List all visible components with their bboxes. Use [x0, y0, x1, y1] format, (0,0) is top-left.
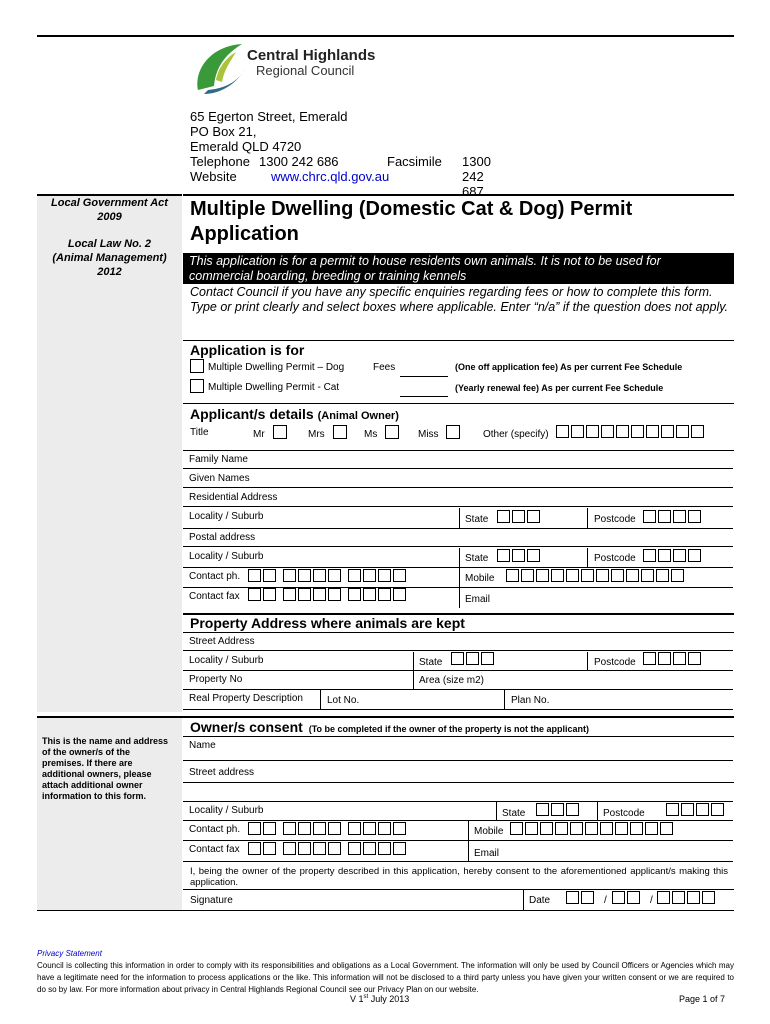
consent-text: I, being the owner of the property described in this application, hereby consent to the aforementioned applicant/s making this application. — [190, 866, 728, 888]
top-rule — [37, 35, 734, 37]
application-heading: Application is for — [190, 342, 305, 358]
law-act: Local Government Act 2009 — [51, 197, 168, 223]
family-name-row[interactable] — [183, 451, 733, 469]
property-heading: Property Address where animals are kept — [190, 615, 465, 631]
contact-ph-label: Contact ph. — [189, 571, 241, 582]
date-month-boxes[interactable] — [612, 891, 642, 904]
owner-contact-ph-label: Contact ph. — [189, 824, 241, 835]
owner-postcode-divider — [597, 802, 598, 821]
residential-label: Residential Address — [189, 492, 278, 503]
address-line-3: Emerald QLD 4720 — [190, 139, 302, 154]
postcode2-divider — [587, 548, 588, 568]
facsimile-label: Facsimile — [387, 154, 442, 169]
page-number: Page 1 of 7 — [679, 994, 726, 1004]
property-locality-label: Locality / Suburb — [189, 655, 264, 666]
owner-contact-fax-boxes[interactable] — [248, 842, 408, 855]
dog-permit-label: Multiple Dwelling Permit – Dog — [208, 362, 345, 373]
mobile-label: Mobile — [465, 573, 495, 584]
org-name-1: Central Highlands — [247, 47, 376, 64]
title-mr-checkbox[interactable] — [273, 425, 287, 439]
side-rule — [37, 194, 182, 196]
rpd-label: Real Property Description — [189, 693, 303, 704]
sidebar-law — [37, 194, 182, 712]
email-label: Email — [465, 594, 491, 605]
postcode2-label: Postcode — [594, 553, 636, 564]
owner-locality-label: Locality / Suburb — [189, 805, 264, 816]
website-link[interactable]: www.chrc.qld.gov.au — [271, 169, 390, 184]
website-label: Website — [190, 169, 237, 184]
law-local: Local Law No. 2 (Animal Management) 2012 — [52, 238, 167, 278]
postcode-divider — [587, 508, 588, 529]
owner-email-label: Email — [474, 848, 500, 859]
fees-label: Fees — [373, 362, 396, 373]
version-label — [350, 994, 409, 1004]
applicant-rule — [183, 403, 734, 404]
title-miss-checkbox[interactable] — [446, 425, 460, 439]
postcode-boxes[interactable] — [643, 510, 703, 523]
title-ms-checkbox[interactable] — [385, 425, 399, 439]
state2-boxes[interactable] — [497, 549, 542, 562]
owner-heading — [190, 719, 589, 735]
locality2-label: Locality / Suburb — [189, 551, 264, 562]
owner-mobile-label: Mobile — [474, 826, 504, 837]
area-label: Area (size m2) — [419, 675, 485, 686]
telephone-value: 1300 242 686 — [259, 154, 339, 169]
sidebar-owner — [37, 717, 182, 910]
owner-contact-fax-label: Contact fax — [189, 844, 240, 855]
lot-divider — [320, 690, 321, 710]
given-names-label: Given Names — [189, 473, 250, 484]
owner-note: This is the name and address of the owner/s of the premises. If there are additional owners, please attach additional owner information to this form. — [42, 736, 169, 801]
mobile-boxes[interactable] — [506, 569, 686, 582]
address-block — [190, 109, 491, 199]
cat-permit-checkbox[interactable] — [190, 379, 204, 393]
property-street-row[interactable] — [183, 633, 733, 651]
cat-permit-label: Multiple Dwelling Permit - Cat — [208, 382, 340, 393]
address-line-2: PO Box 21, — [190, 124, 257, 139]
contact-ph-boxes[interactable] — [248, 569, 408, 582]
title-other-boxes[interactable] — [556, 425, 706, 438]
date-slash-2: / — [650, 895, 653, 906]
title-mr-label: Mr — [253, 429, 265, 440]
owner-contact-ph-boxes[interactable] — [248, 822, 408, 835]
postal-row[interactable] — [183, 529, 733, 547]
property-postcode-label: Postcode — [594, 657, 636, 668]
title-mrs-checkbox[interactable] — [333, 425, 347, 439]
property-no-label: Property No — [189, 674, 243, 685]
version-sup: st — [363, 994, 369, 1000]
lot-label: Lot No. — [327, 695, 360, 706]
title-label: Title — [190, 427, 209, 438]
title-miss-label: Miss — [418, 429, 439, 440]
owner-postcode-boxes[interactable] — [666, 803, 726, 816]
applicant-heading — [190, 406, 399, 422]
property-state-label: State — [419, 657, 443, 668]
state-divider — [459, 508, 460, 529]
state-boxes[interactable] — [497, 510, 542, 523]
postcode2-boxes[interactable] — [643, 549, 703, 562]
given-names-row[interactable] — [183, 470, 733, 488]
org-name-2: Regional Council — [256, 63, 355, 78]
cat-fee-note: (Yearly renewal fee) As per current Fee Schedule — [455, 383, 664, 393]
signature-rule — [183, 889, 734, 890]
address-line-1: 65 Egerton Street, Emerald — [190, 109, 348, 124]
owner-name-row[interactable] — [183, 737, 733, 761]
intro-text: Contact Council if you have any specific enquiries regarding fees or how to complete this form. Type or print clearly and select boxes where applicable. Enter “n/a” if the question does not apply. — [190, 285, 729, 314]
plan-label: Plan No. — [511, 695, 550, 706]
logo-leaf-icon — [190, 40, 250, 98]
applicant-heading-sub: (Animal Owner) — [317, 410, 399, 422]
banner: This application is for a permit to house residents own animals. It is not to be used for commercial boarding, breeding or training kennels — [183, 253, 734, 284]
version-date: July 2013 — [368, 994, 410, 1004]
application-rule — [183, 340, 734, 341]
owner-mobile-boxes[interactable] — [510, 822, 675, 835]
owner-name-label: Name — [189, 740, 216, 751]
state-label: State — [465, 514, 489, 525]
property-street-label: Street Address — [189, 636, 255, 647]
owner-rule — [37, 716, 734, 718]
bottom-rule — [37, 910, 734, 911]
title-mrs-label: Mrs — [308, 429, 325, 440]
owner-state-boxes[interactable] — [536, 803, 581, 816]
dog-fee-note: (One off application fee) As per current Fee Schedule — [455, 362, 683, 372]
rpd-row[interactable] — [183, 690, 733, 710]
signature-label: Signature — [190, 895, 233, 906]
plan-divider — [504, 690, 505, 710]
owner-heading-sub: (To be completed if the owner of the property is not the applicant) — [308, 724, 590, 734]
facsimile-value: 1300 242 687 — [462, 154, 491, 199]
date-slash-1: / — [604, 895, 607, 906]
postal-label: Postal address — [189, 532, 256, 543]
fees-line-1 — [400, 376, 448, 377]
applicant-heading-main: Applicant/s details — [190, 406, 314, 422]
property-postcode-divider — [587, 652, 588, 671]
owner-heading-main: Owner/s consent — [190, 719, 303, 735]
dog-permit-checkbox[interactable] — [190, 359, 204, 373]
property-state-boxes[interactable] — [451, 652, 496, 665]
privacy-text: Council is collecting this information in order to comply with its responsibilities and obligations as a Local Government. The information will only be used by Council Officers or Agencies which may have a legitimate need for the information to process applications or the like. This information will not be disclosed to a third party unless you have given your written consent or we are required to do so by law. For more information about privacy in Central Highlands Regional Council see our Privacy Plan on our website. — [37, 961, 734, 994]
date-day-boxes[interactable] — [566, 891, 596, 904]
owner-state-divider — [496, 802, 497, 821]
owner-postcode-label: Postcode — [603, 808, 645, 819]
postcode-label: Postcode — [594, 514, 636, 525]
version-prefix: V 1 — [350, 994, 364, 1004]
property-postcode-boxes[interactable] — [643, 652, 703, 665]
owner-locality-row[interactable] — [183, 802, 733, 821]
fees-line-2 — [400, 396, 448, 397]
owner-street-label: Street address — [189, 767, 255, 778]
date-label: Date — [529, 895, 551, 906]
date-divider — [523, 889, 524, 910]
date-year-boxes[interactable] — [657, 891, 717, 904]
owner-street-sub — [183, 782, 734, 783]
privacy-title: Privacy Statement — [37, 949, 102, 958]
contact-fax-label: Contact fax — [189, 591, 240, 602]
title-other-label: Other (specify) — [483, 429, 549, 440]
owner-state-label: State — [502, 808, 526, 819]
state2-label: State — [465, 553, 489, 564]
family-name-label: Family Name — [189, 454, 248, 465]
header-rule — [183, 194, 734, 196]
locality-label: Locality / Suburb — [189, 511, 264, 522]
telephone-label: Telephone — [190, 154, 250, 169]
page-title: Multiple Dwelling (Domestic Cat & Dog) Permit Application — [190, 198, 633, 245]
council-logo — [190, 40, 400, 100]
contact-fax-boxes[interactable] — [248, 588, 408, 601]
residential-row[interactable] — [183, 489, 733, 507]
title-ms-label: Ms — [364, 429, 378, 440]
